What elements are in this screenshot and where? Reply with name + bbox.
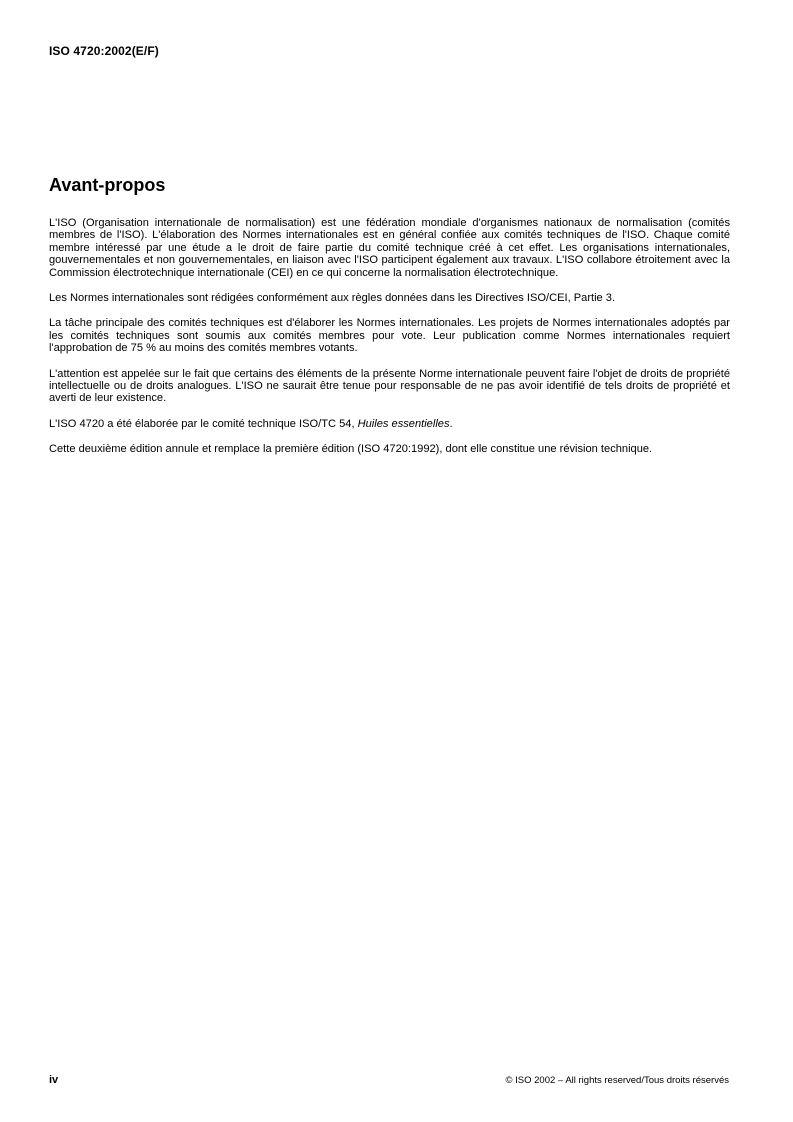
paragraph-iso-organisation: L'ISO (Organisation internationale de normalisation) est une fédération mondiale d'organismes nationaux de normalisation (comités membres de l'ISO). L'élaboration des Normes internationales est en général confiée aux comités techniques de l'ISO. Chaque comité membre intéressé par une étude a le droit de faire partie du comité technique créé à cet effet. Les organisations internationales, gouvernementales et non gouvernementales, en liaison avec l'ISO participent également aux travaux. L'ISO collabore étroitement avec la Commission électrotechnique internationale (CEI) en ce qui concerne la normalisation électrotechnique. [49,217,730,279]
paragraph-technical-committees: La tâche principale des comités techniques est d'élaborer les Normes internationales. Les projets de Normes internationales adoptés par les comités techniques sont soumis aux comités membres pour vote. Leur publication comme Normes internationales requiert l'approbation de 75 % au moins des comités membres votants. [49,317,730,355]
page-number: iv [49,1074,59,1086]
paragraph-edition: Cette deuxième édition annule et remplace la première édition (ISO 4720:1992), dont elle constitue une révision technique. [49,443,653,456]
committee-name: Huiles essentielles [357,417,450,430]
committee-prefix: L'ISO 4720 a été élaborée par le comité technique ISO/TC 54, [49,417,358,430]
committee-suffix: . [449,417,453,430]
paragraph-directives: Les Normes internationales sont rédigées conformément aux règles données dans les Directives ISO/CEI, Partie 3. [49,292,616,305]
foreword-body [49,217,730,469]
section-title: Avant-propos [49,175,166,195]
document-id: ISO 4720:2002(E/F) [49,44,159,58]
paragraph-patent-rights: L'attention est appelée sur le fait que certains des éléments de la présente Norme internationale peuvent faire l'objet de droits de propriété intellectuelle ou de droits analogues. L'ISO ne saurait être tenue pour responsable de ne pas avoir identifié de tels droits de propriété et averti de leur existence. [49,367,730,405]
copyright-notice: © ISO 2002 – All rights reserved/Tous droits réservés [505,1075,729,1086]
paragraph-committee [49,418,730,430]
